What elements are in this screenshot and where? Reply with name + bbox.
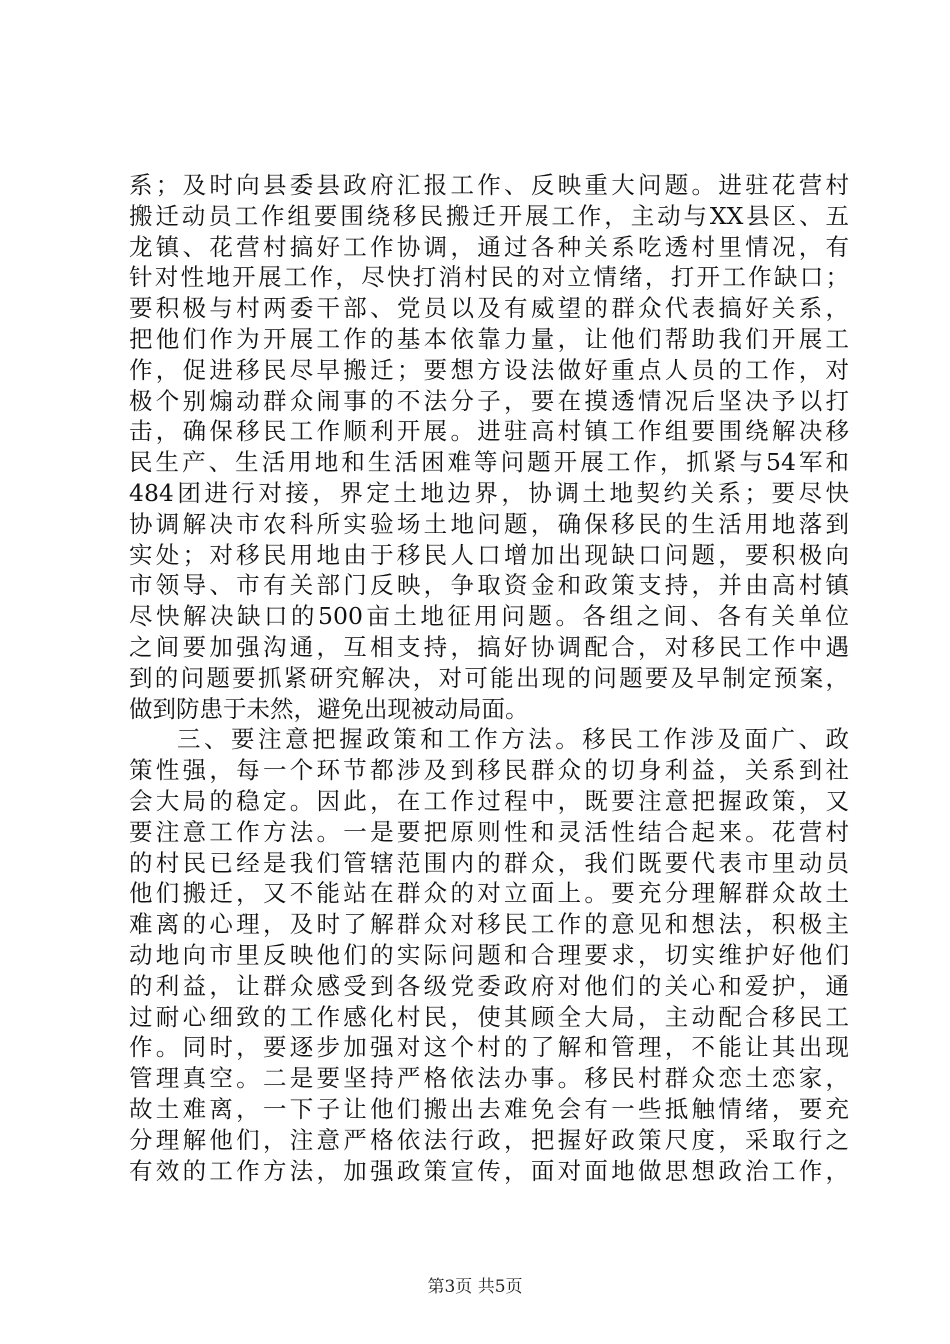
text-line: 动地向市里反映他们的实际问题和合理要求，切实维护好他们 [129,940,849,969]
text-line: 极个别煽动群众闹事的不法分子，要在摸透情况后坚决予以打 [129,386,849,415]
text-line: 要注意工作方法。一是要把原则性和灵活性结合起来。花营村 [129,817,849,846]
text-line: 分理解他们，注意严格依法行政，把握好政策尺度，采取行之 [129,1125,849,1154]
text-line: 尽快解决缺口的500亩土地征用问题。各组之间、各有关单位 [129,602,849,631]
text-line: 到的问题要抓紧研究解决，对可能出现的问题要及早制定预案， [129,663,849,692]
text-line: 有效的工作方法，加强政策宣传，面对面地做思想政治工作， [129,1156,849,1185]
document-body [129,170,849,1186]
text-line: 针对性地开展工作，尽快打消村民的对立情绪，打开工作缺口； [129,263,849,292]
text-line: 的村民已经是我们管辖范围内的群众，我们既要代表市里动员 [129,848,849,877]
text-line: 击，确保移民工作顺利开展。进驻高村镇工作组要围绕解决移 [129,417,849,446]
text-line: 系；及时向县委县政府汇报工作、反映重大问题。进驻花营村 [129,171,849,199]
text-line: 市领导、市有关部门反映，争取资金和政策支持，并由高村镇 [129,571,849,600]
text-line: 他们搬迁，又不能站在群众的对立面上。要充分理解群众故土 [129,879,849,908]
text-line: 龙镇、花营村搞好工作协调，通过各种关系吃透村里情况，有 [129,232,849,261]
text-line: 管理真空。二是要坚持严格依法办事。移民村群众恋土恋家， [129,1064,849,1093]
text-line: 把他们作为开展工作的基本依靠力量，让他们帮助我们开展工 [129,324,849,353]
text-line: 策性强，每一个环节都涉及到移民群众的切身利益，关系到社 [129,756,849,785]
text-line: 搬迁动员工作组要围绕移民搬迁开展工作，主动与XX县区、五 [129,201,849,230]
text-line: 会大局的稳定。因此，在工作过程中，既要注意把握政策，又 [129,786,849,815]
text-line: 之间要加强沟通，互相支持，搞好协调配合，对移民工作中遇 [129,632,849,661]
text-line: 的利益，让群众感受到各级党委政府对他们的关心和爱护，通 [129,971,849,1000]
text-line: 实处；对移民用地由于移民人口增加出现缺口问题，要积极向 [129,540,849,569]
paragraph-end-line: 做到防患于未然，避免出现被动局面。 [129,694,529,723]
page-number-footer: 第3页 共5页 [427,1277,523,1297]
text-line: 难离的心理，及时了解群众对移民工作的意见和想法，积极主 [129,910,849,939]
text-line: 作。同时，要逐步加强对这个村的了解和管理，不能让其出现 [129,1033,849,1062]
text-line: 484团进行对接，界定土地边界，协调土地契约关系；要尽快 [129,478,849,507]
text-line: 协调解决市农科所实验场土地问题，确保移民的生活用地落到 [129,509,849,538]
text-line: 作，促进移民尽早搬迁；要想方设法做好重点人员的工作，对 [129,355,849,384]
text-line: 故土难离，一下子让他们搬出去难免会有一些抵触情绪，要充 [129,1094,849,1123]
text-line: 过耐心细致的工作感化村民，使其顾全大局，主动配合移民工 [129,1002,849,1031]
text-line: 要积极与村两委干部、党员以及有威望的群众代表搞好关系， [129,294,849,323]
section-heading-line: 三、要注意把握政策和工作方法。移民工作涉及面广、政 [177,725,849,754]
text-line: 民生产、生活用地和生活困难等问题开展工作，抓紧与54军和 [129,448,849,477]
